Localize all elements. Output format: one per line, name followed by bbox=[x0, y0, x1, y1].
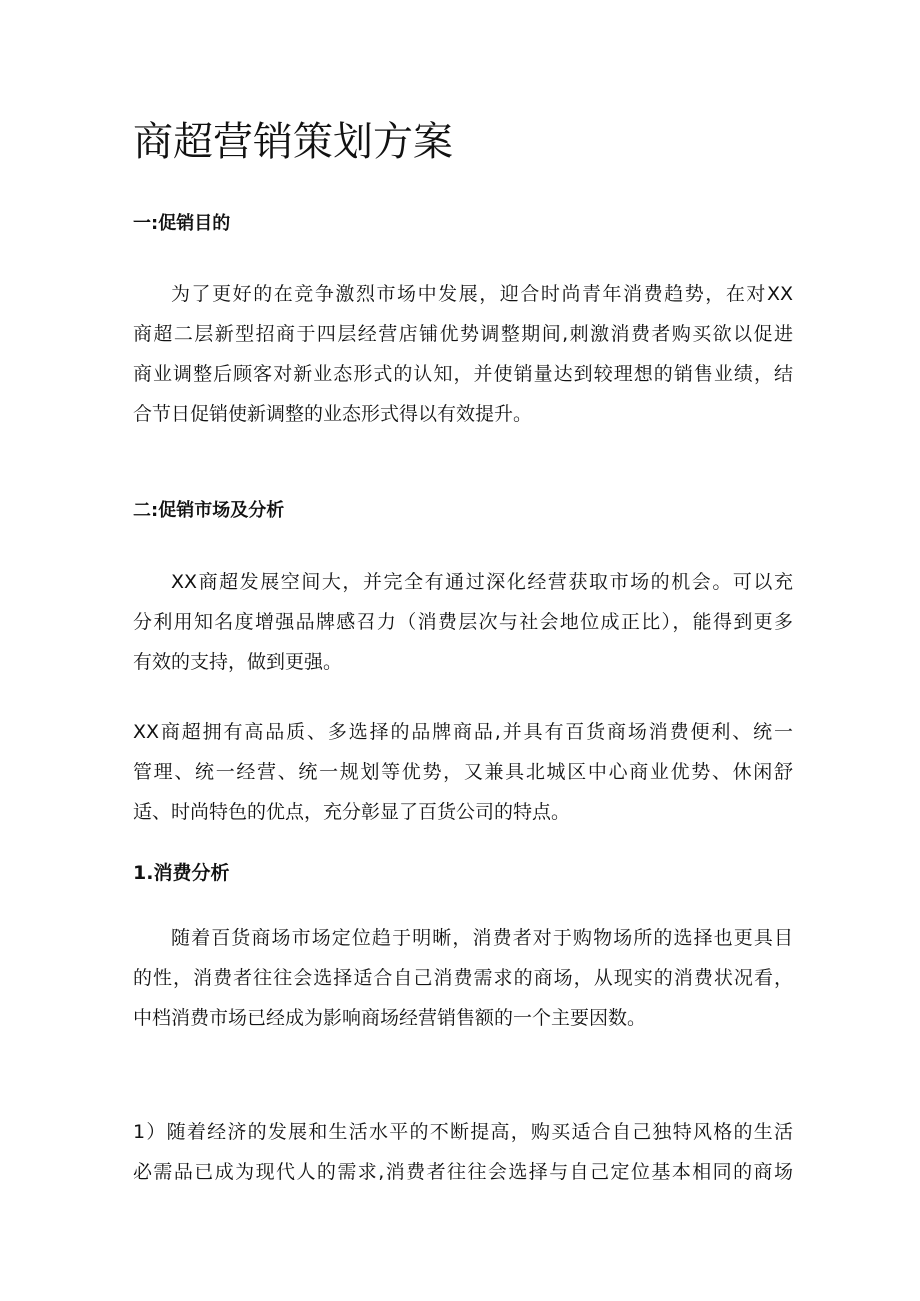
document-title: 商超营销策划方案 bbox=[133, 119, 453, 165]
consumption-paragraph bbox=[133, 918, 793, 1038]
section-heading-market-analysis: 二:促销市场及分析 bbox=[133, 500, 285, 521]
section-heading-purpose: 一:促销目的 bbox=[133, 213, 231, 234]
paragraph-line: 管理、统一经营、统一规划等优势，又兼具北城区中心商业优势、休闲舒 bbox=[133, 761, 793, 783]
paragraph-line: XX商超拥有高品质、多选择的品牌商品,并具有百货商场消费便利、统一 bbox=[133, 721, 793, 743]
paragraph-line: 合节日促销使新调整的业态形式得以有效提升。 bbox=[133, 403, 533, 425]
paragraph-line: 有效的支持，做到更强。 bbox=[133, 651, 343, 673]
paragraph-line: 为了更好的在竞争激烈市场中发展，迎合时尚青年消费趋势，在对XX bbox=[171, 283, 793, 305]
paragraph-line: 1）随着经济的发展和生活水平的不断提高，购买适合自己独特风格的生活 bbox=[133, 1121, 793, 1143]
paragraph-line: 分利用知名度增强品牌感召力（消费层次与社会地位成正比），能得到更多 bbox=[133, 611, 793, 633]
market-paragraph-2 bbox=[133, 712, 793, 832]
paragraph-line: 适、时尚特色的优点，充分彰显了百货公司的特点。 bbox=[133, 801, 571, 823]
paragraph-line: 随着百货商场市场定位趋于明晰，消费者对于购物场所的选择也更具目 bbox=[171, 927, 793, 949]
paragraph-line: 的性，消费者往往会选择适合自己消费需求的商场，从现实的消费状况看， bbox=[133, 967, 793, 989]
market-paragraph-1 bbox=[133, 562, 793, 682]
consumption-point-1 bbox=[133, 1112, 793, 1192]
purpose-paragraph bbox=[133, 274, 793, 434]
paragraph-line: 商业调整后顾客对新业态形式的认知，并使销量达到较理想的销售业绩，结 bbox=[133, 363, 793, 385]
subsection-heading-consumption: 1.消费分析 bbox=[133, 862, 230, 884]
paragraph-line: 商超二层新型招商于四层经营店铺优势调整期间,刺激消费者购买欲以促进 bbox=[133, 323, 793, 345]
paragraph-line: 中档消费市场已经成为影响商场经营销售额的一个主要因数。 bbox=[133, 1007, 647, 1029]
paragraph-line: 必需品已成为现代人的需求,消费者往往会选择与自己定位基本相同的商场 bbox=[133, 1161, 793, 1183]
paragraph-line: XX商超发展空间大，并完全有通过深化经营获取市场的机会。可以充 bbox=[171, 571, 793, 593]
